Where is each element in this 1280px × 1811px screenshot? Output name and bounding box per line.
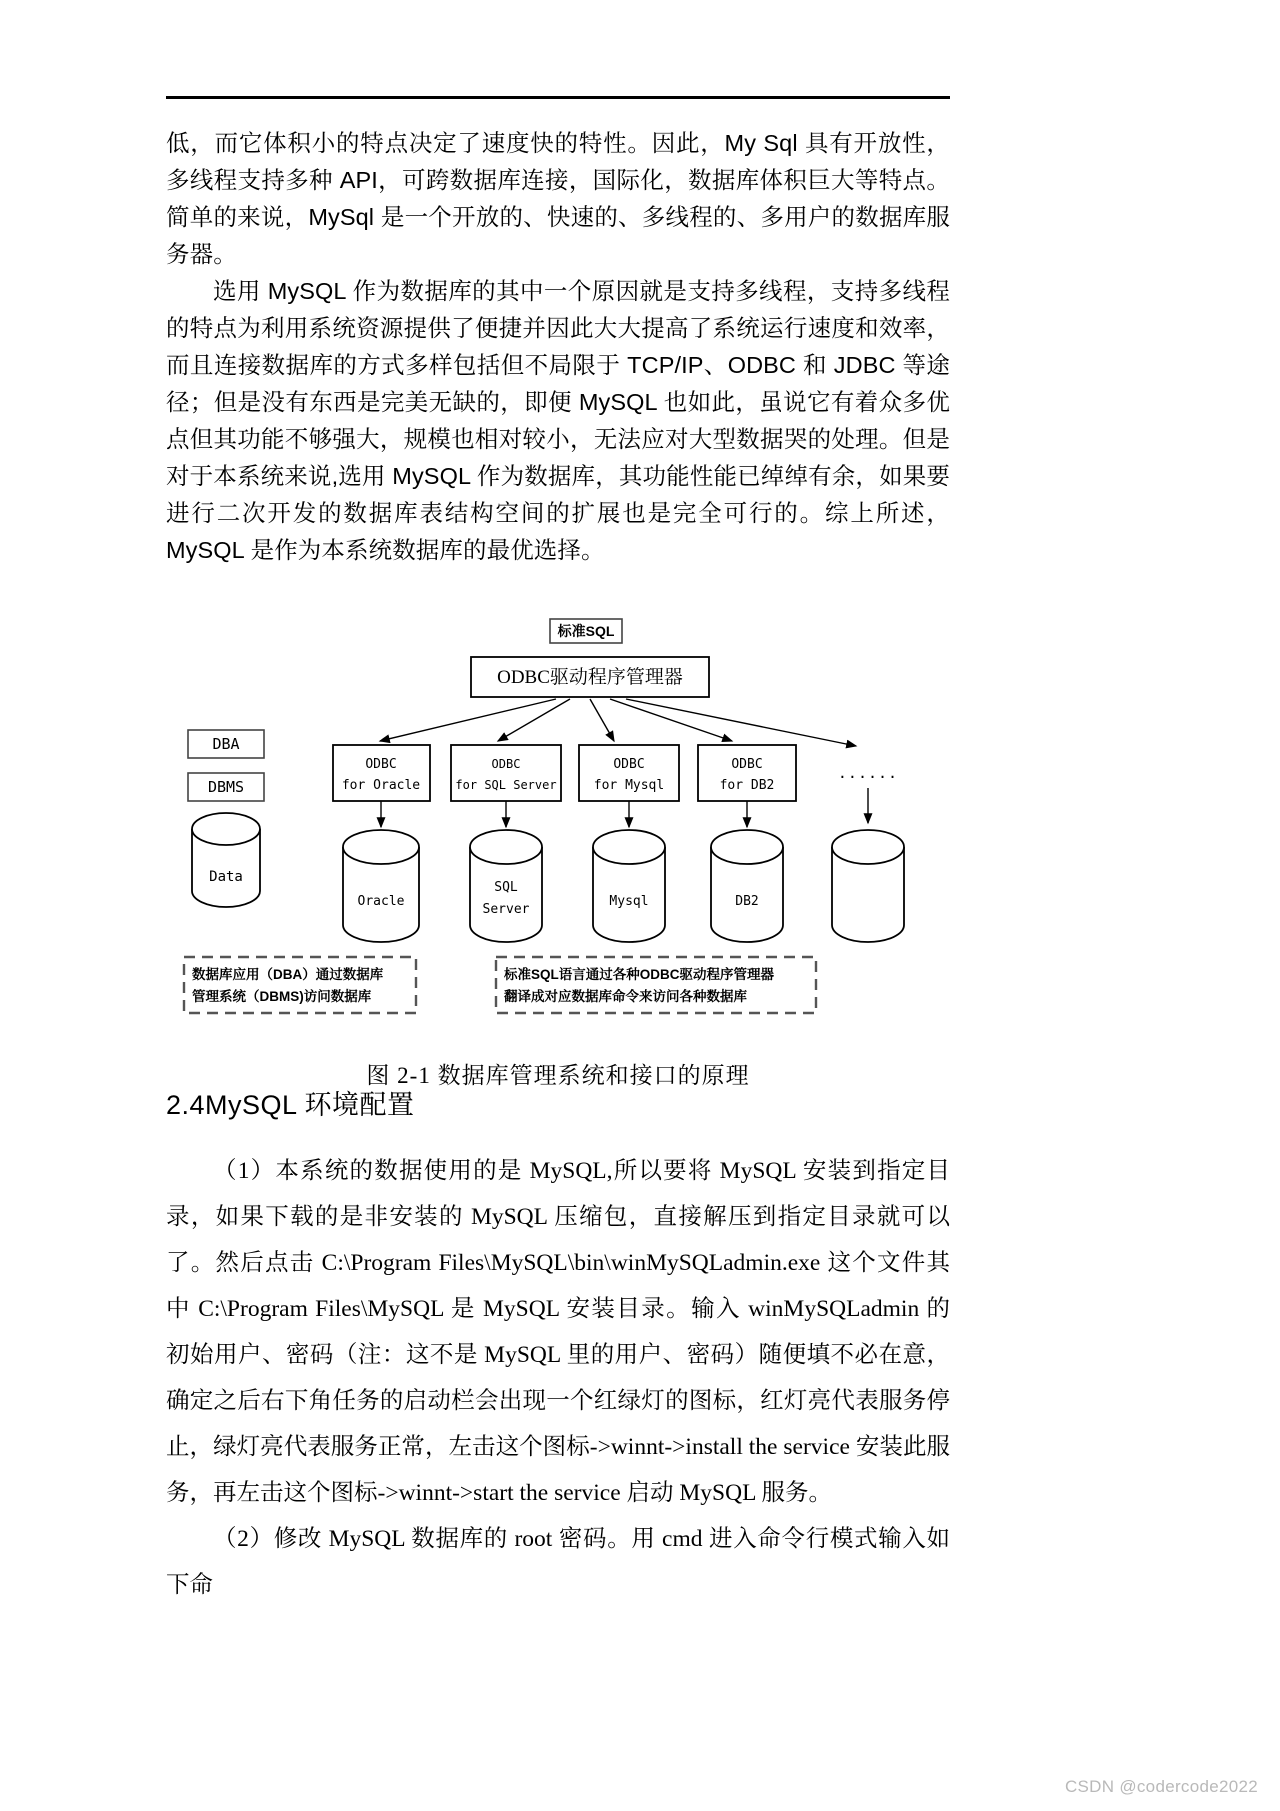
note-left-line2: 管理系统（DBMS)访问数据库 [192, 989, 372, 1004]
figure-caption: 图 2-1 数据库管理系统和接口的原理 [366, 1063, 750, 1088]
paragraph-top-1 [166, 125, 950, 273]
driver-mysql-line1: ODBC [613, 757, 645, 772]
paragraph-bottom-1 [166, 1148, 950, 1516]
driver-box-mysql [579, 745, 679, 801]
dba-label: DBA [212, 735, 240, 753]
manager-to-driver-arrow-4 [610, 699, 732, 741]
driver-box-db2 [698, 745, 796, 801]
db-cylinder-mysql [593, 830, 665, 942]
driver-oracle-line1: ODBC [365, 757, 397, 772]
paragraph-bottom-2 [166, 1516, 950, 1608]
section-heading-2-4: 2.4MySQL 环境配置 [166, 1090, 415, 1120]
data-cylinder [192, 813, 260, 907]
driver-box-oracle [333, 745, 430, 801]
data-cylinder-label: Data [209, 869, 243, 885]
dbms-label: DBMS [207, 778, 245, 796]
driver-oracle-line2: for Oracle [341, 778, 421, 793]
manager-to-driver-arrow-1 [380, 699, 556, 741]
odbc-manager-label: ODBC驱动程序管理器 [497, 667, 683, 688]
paragraph-top-1-text: 低，而它体积小的特点决定了速度快的特性。因此，My Sql 具有开放性，多线程支持多种 API，可跨数据库连接，国际化，数据库体积巨大等特点。简单的来说，MySql 是一个开放的、快速的、多线程的、多用户的数据库服务器。 [166, 130, 950, 267]
note-right-line2: 翻译成对应数据库命令来访问各种数据库 [504, 989, 747, 1004]
paragraph-bottom-1-text: （1）本系统的数据使用的是 MySQL,所以要将 MySQL 安装到指定目录，如果下载的是非安装的 MySQL 压缩包，直接解压到指定目录就可以了。然后点击 C:\Program Files\MySQL\bin\winMySQLadmin.exe 这个文件其中 C:\Program Files\MySQL 是 MySQL 安装目录。输入 winMySQLadmin 的初始用户、密码（注：这不是 MySQL 里的用户、密码）随便填不必在意，确定之后右下角任务的启动栏会出现一个红绿灯的图标，红灯亮代表服务停止，绿灯亮代表服务正常，左击这个图标->winnt->install the service 安装此服务，再左击这个图标->winnt->start the service 启动 MySQL 服务。 [166, 1158, 950, 1506]
driver-db2-line1: ODBC [731, 757, 763, 772]
note-box-left [184, 957, 416, 1013]
odbc-architecture-diagram [166, 613, 950, 1033]
db-cylinder-other [832, 830, 904, 942]
db-mysql-label: Mysql [609, 894, 649, 909]
csdn-watermark: CSDN @codercode2022 [1064, 1777, 1258, 1796]
driver-sqlserver-line1: ODBC [491, 757, 521, 771]
paragraph-top-2-text: 选用 MySQL 作为数据库的其中一个原因就是支持多线程，支持多线程的特点为利用系统资源提供了便捷并因此大大提高了系统运行速度和效率，而且连接数据库的方式多样包括但不局限于 TCP/IP、ODBC 和 JDBC 等途径；但是没有东西是完美无缺的，即便 MySQL 也如此，虽说它有着众多优点但其功能不够强大，规模也相对较小，无法应对大型数据哭的处理。但是对于本系统来说,选用 MySQL 作为数据库，其功能性能已绰绰有余，如果要进行二次开发的数据库表结构空间的扩展也是完全可行的。综上所述，MySQL 是作为本系统数据库的最优选择。 [166, 278, 950, 563]
manager-to-driver-arrow-2 [498, 699, 570, 741]
db-cylinder-sqlserver [470, 830, 542, 942]
page-content [166, 96, 950, 1608]
driver-db2-line2: for DB2 [719, 778, 775, 793]
db-cylinder-oracle [343, 830, 419, 942]
figure-2-1 [166, 613, 950, 1088]
manager-to-driver-arrow-3 [590, 699, 614, 741]
paragraph-top-2 [166, 273, 950, 569]
manager-to-driver-arrow-5 [626, 699, 856, 746]
header-rule [166, 96, 950, 99]
standard-sql-label: 标准SQL [557, 623, 615, 639]
db-sqlserver-line1: SQL [494, 880, 518, 895]
db-db2-label: DB2 [735, 894, 759, 909]
paragraph-bottom-2-text: （2）修改 MySQL 数据库的 root 密码。用 cmd 进入命令行模式输入如下命 [166, 1526, 950, 1598]
driver-sqlserver-line2: for SQL Server [455, 778, 557, 792]
driver-box-sqlserver [451, 745, 561, 801]
db-cylinder-db2 [711, 830, 783, 942]
driver-mysql-line2: for Mysql [593, 778, 665, 793]
note-right-line1: 标准SQL语言通过各种ODBC驱动程序管理器 [504, 967, 774, 982]
more-drivers-ellipsis: ...... [837, 764, 899, 782]
note-box-right [496, 957, 816, 1013]
db-sqlserver-line2: Server [482, 902, 530, 917]
db-oracle-label: Oracle [357, 894, 405, 909]
note-left-line1: 数据库应用（DBA）通过数据库 [192, 967, 384, 982]
